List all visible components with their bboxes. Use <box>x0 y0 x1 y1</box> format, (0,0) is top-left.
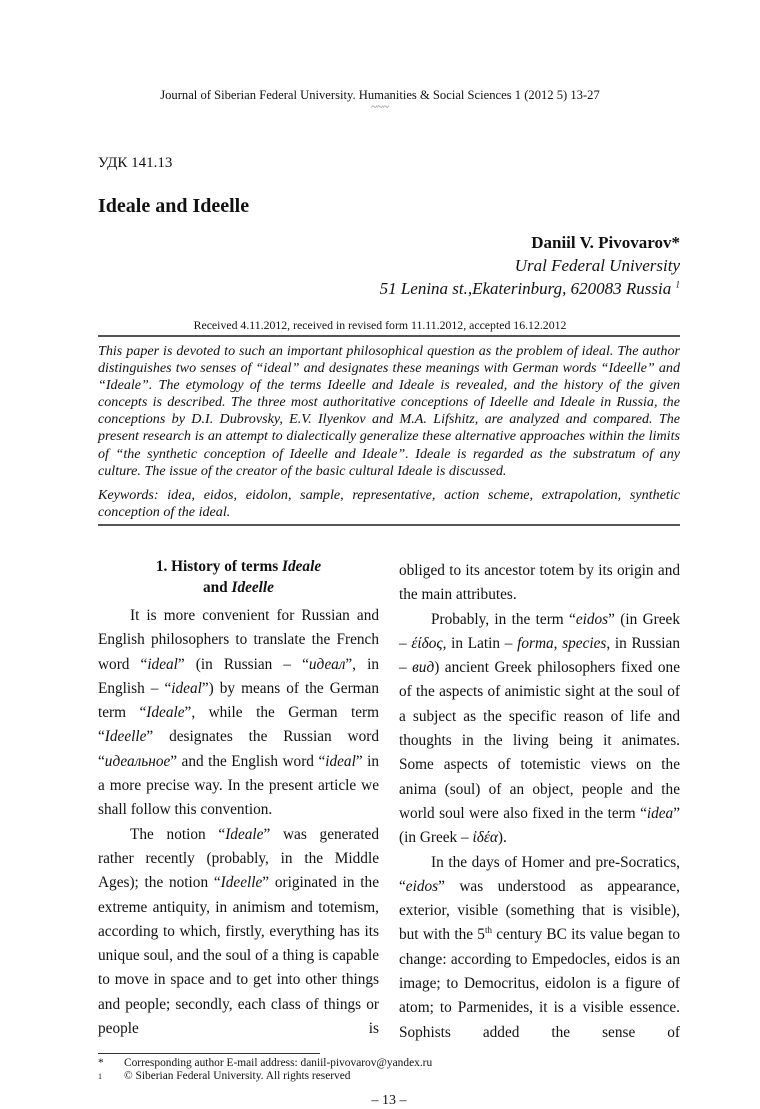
footnote-text: © Siberian Federal University. All rights reserved <box>124 1069 351 1082</box>
text-run: ) ancient Greek philosophers fixed one of the aspects of animistic sight at the soul of a subject as the specific reason of life and thoughts in the living being it animates. Some aspects of totemistic views on the anima (soul) of an object, people and the world soul were also fixed in the term “ <box>399 659 680 822</box>
left-paragraphs <box>98 604 379 1041</box>
text-run: ” (in Greek – <box>399 804 680 847</box>
abstract: This paper is devoted to such an important philosophical question as the problem of ideal. The author distinguishes two senses of “ideal” and designates these meanings with German words “Ideelle” and “Ideale”. The etymology of the terms Ideelle and Ideale is revealed, and the history of the given concepts is described. The three most authoritative conceptions of Ideelle and Ideale in Russia, the conceptions by D.I. Dubrovsky, E.V. Ilyenkov and M.A. Lifshitz, are analyzed and compared. The present research is an attempt to dialectically generalize these alternative approaches within the limits of “the synthetic conception of Ideelle and Ideale”. Ideale is regarded as the substratum of any culture. The issue of the creator of the basic cultural Ideale is discussed. <box>98 343 680 479</box>
received-dates: Received 4.11.2012, received in revised form 11.11.2012, accepted 16.12.2012 <box>193 318 567 332</box>
paragraph <box>399 851 680 1045</box>
text-run: In the days of Homer and pre-Socratics, “ <box>399 853 680 895</box>
footnote-mark: * <box>98 1056 104 1069</box>
italic-term: ideal <box>147 655 178 673</box>
text-run: ” (in Russian – “ <box>177 655 309 673</box>
footnote <box>98 1070 680 1083</box>
heading-italic: Ideelle <box>231 578 274 596</box>
section-heading <box>98 556 379 598</box>
footnote-text: Corresponding author E-mail address: daniil-pivovarov@yandex.ru <box>124 1056 433 1069</box>
text-run: Probably, in the term “ <box>431 610 576 628</box>
author-name: Daniil V. Pivovarov* <box>531 233 680 252</box>
page-number: – 13 – <box>371 1092 407 1108</box>
italic-term: Ideelle <box>104 728 147 746</box>
two-column-body <box>98 554 680 1045</box>
text-run: ” and the English word “ <box>170 752 326 770</box>
text-run: ”) by means of the German term “ <box>98 679 379 722</box>
text-run: ” was understood as appearance, exterior, visible (something that is visible), but with the 5 <box>399 877 680 944</box>
text-run: ” originated in the extreme antiquity, in animism and totemism, according to which, firstly, everything has its unique soul, and the soul of a thing is capable to move in space and to get into other things and people; secondly, each class of things or people is <box>98 874 379 1037</box>
italic-term: Ideale <box>146 704 185 722</box>
divider-top <box>98 335 680 337</box>
text-run: ” was generated rather recently (probably, in the Middle Ages); the notion “ <box>98 825 379 892</box>
divider-bottom <box>98 524 680 526</box>
italic-term: forma <box>517 634 554 652</box>
right-column <box>399 554 680 1045</box>
footnote-mark: 1 <box>98 1071 102 1081</box>
text-run: , in Latin – <box>442 634 518 652</box>
paragraph <box>98 823 379 1042</box>
italic-term: ideal <box>325 752 356 770</box>
text-run: th <box>484 925 492 936</box>
text-run: ” in a more precise way. In the present article we shall follow this convention. <box>98 752 380 819</box>
right-paragraphs <box>399 559 680 1045</box>
text-run: ”, while the German term “ <box>98 704 379 746</box>
italic-term: вид <box>412 659 435 677</box>
heading-text: 1. History of terms <box>155 557 283 575</box>
address-text: 51 Lenina st.,Ekaterinburg, 620083 Russia <box>379 279 676 298</box>
text-run: ”, in English – “ <box>98 655 379 697</box>
italic-term: ἰδέα <box>472 829 498 847</box>
italic-term: eidos <box>405 877 439 895</box>
text-run: ” (in Greek – <box>399 610 680 652</box>
text-run: , in Russian – <box>399 634 680 677</box>
text-run: The notion “ <box>130 825 226 843</box>
text-run: ” designates the Russian word “ <box>98 728 379 770</box>
italic-term: Ideale <box>225 825 264 843</box>
udk-code: УДК 141.13 <box>98 155 173 171</box>
italic-term: eidos <box>575 610 609 628</box>
address-footnote-mark: 1 <box>675 279 680 290</box>
text-run: ). <box>497 829 507 847</box>
italic-term: species <box>562 634 607 652</box>
text-run: It is more convenient for Russian and English philosophers to translate the French word “ <box>98 606 379 673</box>
left-column <box>98 554 379 1045</box>
paper-title: Ideale and Ideelle <box>98 195 250 217</box>
italic-term: Ideelle <box>220 874 263 892</box>
heading-italic: Ideale <box>282 557 322 575</box>
text-run: century BC its value began to change: according to Empedocles, eidos is an image; to Democritus, eidolon is a figure of atom; to Parmenides, it is a visible essence. Sophists added the sense of <box>399 926 680 1041</box>
paragraph <box>399 608 680 851</box>
journal-header: Journal of Siberian Federal University. Humanities & Social Sciences 1 (2012 5) 13-27 <box>160 88 600 102</box>
paragraph <box>98 604 379 823</box>
heading-text: and <box>203 578 232 596</box>
paragraph <box>399 559 680 608</box>
footnote-divider <box>98 1053 320 1054</box>
italic-term: идеальное <box>104 752 171 770</box>
italic-term: έίδος <box>411 634 443 652</box>
keywords: Keywords: idea, eidos, eidolon, sample, representative, action scheme, extrapolation, synthetic conception of the ideal. <box>98 486 680 520</box>
article-body <box>98 335 680 1109</box>
author-address <box>380 279 680 299</box>
text-run: , <box>553 634 563 652</box>
italic-term: idea <box>646 804 674 822</box>
italic-term: идеал <box>308 655 346 673</box>
italic-term: ideal <box>171 679 202 697</box>
author-university: Ural Federal University <box>514 256 680 275</box>
footnote <box>98 1057 680 1070</box>
text-run: obliged to its ancestor totem by its origin and the main attributes. <box>399 561 680 604</box>
header-ornament: ~~~ <box>371 101 389 113</box>
